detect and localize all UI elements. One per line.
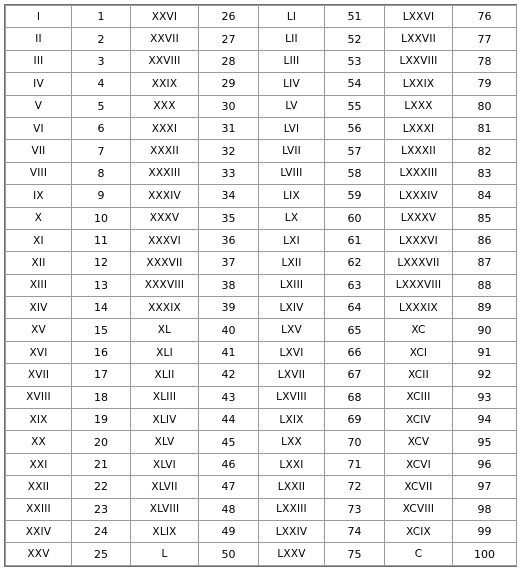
roman-numeral-cell: XXIX <box>131 73 199 95</box>
roman-numeral-cell: XXXIV <box>131 185 199 207</box>
arabic-number-cell: 72 <box>325 476 385 498</box>
arabic-number-cell: 73 <box>325 498 385 520</box>
table-row <box>6 476 517 498</box>
roman-numeral-cell: L <box>131 543 199 566</box>
table-row <box>6 274 517 296</box>
roman-numeral-cell: XII <box>6 252 72 274</box>
roman-numeral-cell: XXX <box>131 95 199 117</box>
arabic-number-cell: 32 <box>199 140 259 162</box>
roman-numeral-cell: XCI <box>385 341 453 363</box>
roman-numeral-cell: LVIII <box>259 162 325 184</box>
table-row <box>6 50 517 72</box>
table-row <box>6 117 517 139</box>
arabic-number-cell: 10 <box>72 207 131 229</box>
table-row <box>6 28 517 50</box>
roman-numeral-table-frame <box>4 4 517 567</box>
arabic-number-cell: 87 <box>453 252 517 274</box>
arabic-number-cell: 11 <box>72 229 131 251</box>
arabic-number-cell: 69 <box>325 409 385 431</box>
roman-numeral-cell: LXIII <box>259 274 325 296</box>
arabic-number-cell: 8 <box>72 162 131 184</box>
roman-numeral-cell: XXXV <box>131 207 199 229</box>
arabic-number-cell: 80 <box>453 95 517 117</box>
roman-numeral-cell: LXXIV <box>259 520 325 542</box>
arabic-number-cell: 94 <box>453 409 517 431</box>
roman-numeral-cell: VII <box>6 140 72 162</box>
arabic-number-cell: 12 <box>72 252 131 274</box>
roman-numeral-cell: XXIV <box>6 520 72 542</box>
arabic-number-cell: 18 <box>72 386 131 408</box>
roman-numeral-cell: LIV <box>259 73 325 95</box>
roman-numeral-cell: XC <box>385 319 453 341</box>
table-row <box>6 453 517 475</box>
roman-numeral-cell: XIV <box>6 297 72 319</box>
roman-numeral-cell: XI <box>6 229 72 251</box>
roman-numeral-cell: I <box>6 6 72 28</box>
arabic-number-cell: 47 <box>199 476 259 498</box>
roman-numeral-cell: LXI <box>259 229 325 251</box>
arabic-number-cell: 77 <box>453 28 517 50</box>
arabic-number-cell: 95 <box>453 431 517 453</box>
arabic-number-cell: 90 <box>453 319 517 341</box>
arabic-number-cell: 9 <box>72 185 131 207</box>
arabic-number-cell: 3 <box>72 50 131 72</box>
table-row <box>6 140 517 162</box>
roman-numeral-cell: LXXXVII <box>385 252 453 274</box>
table-row <box>6 297 517 319</box>
arabic-number-cell: 59 <box>325 185 385 207</box>
roman-numeral-cell: LII <box>259 28 325 50</box>
arabic-number-cell: 78 <box>453 50 517 72</box>
roman-numeral-cell: LXIX <box>259 409 325 431</box>
arabic-number-cell: 7 <box>72 140 131 162</box>
roman-numeral-cell: LXXXV <box>385 207 453 229</box>
roman-numeral-cell: II <box>6 28 72 50</box>
roman-numeral-cell: LXXI <box>259 453 325 475</box>
arabic-number-cell: 5 <box>72 95 131 117</box>
arabic-number-cell: 81 <box>453 117 517 139</box>
roman-numeral-cell: XLIII <box>131 386 199 408</box>
arabic-number-cell: 48 <box>199 498 259 520</box>
roman-numeral-cell: XCIII <box>385 386 453 408</box>
arabic-number-cell: 70 <box>325 431 385 453</box>
table-row <box>6 207 517 229</box>
table-row <box>6 73 517 95</box>
arabic-number-cell: 64 <box>325 297 385 319</box>
arabic-number-cell: 17 <box>72 364 131 386</box>
arabic-number-cell: 93 <box>453 386 517 408</box>
arabic-number-cell: 62 <box>325 252 385 274</box>
arabic-number-cell: 97 <box>453 476 517 498</box>
arabic-number-cell: 41 <box>199 341 259 363</box>
table-row <box>6 498 517 520</box>
arabic-number-cell: 60 <box>325 207 385 229</box>
arabic-number-cell: 6 <box>72 117 131 139</box>
arabic-number-cell: 99 <box>453 520 517 542</box>
arabic-number-cell: 45 <box>199 431 259 453</box>
roman-numeral-cell: XXVII <box>131 28 199 50</box>
arabic-number-cell: 84 <box>453 185 517 207</box>
arabic-number-cell: 52 <box>325 28 385 50</box>
roman-numeral-cell: XIX <box>6 409 72 431</box>
arabic-number-cell: 28 <box>199 50 259 72</box>
table-row <box>6 409 517 431</box>
roman-numeral-cell: XXI <box>6 453 72 475</box>
arabic-number-cell: 86 <box>453 229 517 251</box>
roman-numeral-cell: XXII <box>6 476 72 498</box>
arabic-number-cell: 23 <box>72 498 131 520</box>
arabic-number-cell: 98 <box>453 498 517 520</box>
roman-numeral-cell: XL <box>131 319 199 341</box>
arabic-number-cell: 13 <box>72 274 131 296</box>
roman-numeral-cell: XCII <box>385 364 453 386</box>
roman-numeral-cell: LXXXIV <box>385 185 453 207</box>
roman-numeral-cell: XX <box>6 431 72 453</box>
arabic-number-cell: 49 <box>199 520 259 542</box>
arabic-number-cell: 50 <box>199 543 259 566</box>
roman-numeral-cell: XLIV <box>131 409 199 431</box>
arabic-number-cell: 27 <box>199 28 259 50</box>
roman-numeral-cell: XCIX <box>385 520 453 542</box>
roman-numeral-cell: XXIII <box>6 498 72 520</box>
arabic-number-cell: 79 <box>453 73 517 95</box>
arabic-number-cell: 88 <box>453 274 517 296</box>
arabic-number-cell: 63 <box>325 274 385 296</box>
arabic-number-cell: 43 <box>199 386 259 408</box>
table-row <box>6 543 517 566</box>
arabic-number-cell: 33 <box>199 162 259 184</box>
roman-numeral-cell: LXXVIII <box>385 50 453 72</box>
roman-numeral-cell: LXXXVI <box>385 229 453 251</box>
roman-numeral-cell: LXXXVIII <box>385 274 453 296</box>
roman-numeral-cell: XCVI <box>385 453 453 475</box>
arabic-number-cell: 46 <box>199 453 259 475</box>
roman-numeral-cell: XCIV <box>385 409 453 431</box>
arabic-number-cell: 83 <box>453 162 517 184</box>
table-row <box>6 319 517 341</box>
arabic-number-cell: 61 <box>325 229 385 251</box>
roman-numeral-cell: XVI <box>6 341 72 363</box>
arabic-number-cell: 20 <box>72 431 131 453</box>
arabic-number-cell: 44 <box>199 409 259 431</box>
roman-numeral-cell: LXXXI <box>385 117 453 139</box>
roman-numeral-cell: XXXII <box>131 140 199 162</box>
roman-numeral-cell: LXX <box>259 431 325 453</box>
roman-numeral-cell: LIII <box>259 50 325 72</box>
roman-numeral-cell: XLVII <box>131 476 199 498</box>
roman-numeral-cell: XIII <box>6 274 72 296</box>
roman-numeral-cell: XLII <box>131 364 199 386</box>
roman-numeral-cell: X <box>6 207 72 229</box>
arabic-number-cell: 34 <box>199 185 259 207</box>
arabic-number-cell: 82 <box>453 140 517 162</box>
arabic-number-cell: 65 <box>325 319 385 341</box>
arabic-number-cell: 96 <box>453 453 517 475</box>
table-row <box>6 185 517 207</box>
arabic-number-cell: 15 <box>72 319 131 341</box>
arabic-number-cell: 58 <box>325 162 385 184</box>
arabic-number-cell: 1 <box>72 6 131 28</box>
arabic-number-cell: 100 <box>453 543 517 566</box>
arabic-number-cell: 91 <box>453 341 517 363</box>
roman-numeral-cell: VIII <box>6 162 72 184</box>
roman-numeral-cell: LXXII <box>259 476 325 498</box>
roman-numeral-cell: XXVI <box>131 6 199 28</box>
arabic-number-cell: 35 <box>199 207 259 229</box>
table-row <box>6 162 517 184</box>
roman-numeral-cell: XLV <box>131 431 199 453</box>
arabic-number-cell: 30 <box>199 95 259 117</box>
roman-numeral-cell: V <box>6 95 72 117</box>
arabic-number-cell: 92 <box>453 364 517 386</box>
roman-numeral-cell: XXVIII <box>131 50 199 72</box>
arabic-number-cell: 26 <box>199 6 259 28</box>
roman-numeral-cell: LV <box>259 95 325 117</box>
table-row <box>6 341 517 363</box>
roman-numeral-cell: LX <box>259 207 325 229</box>
table-row <box>6 6 517 28</box>
roman-numeral-cell: LXXXIII <box>385 162 453 184</box>
roman-numeral-cell: LXXVI <box>385 6 453 28</box>
roman-numeral-cell: LVI <box>259 117 325 139</box>
arabic-number-cell: 67 <box>325 364 385 386</box>
arabic-number-cell: 40 <box>199 319 259 341</box>
arabic-number-cell: 19 <box>72 409 131 431</box>
roman-numeral-cell: XLIX <box>131 520 199 542</box>
roman-numeral-cell: XXXIX <box>131 297 199 319</box>
arabic-number-cell: 57 <box>325 140 385 162</box>
arabic-number-cell: 37 <box>199 252 259 274</box>
arabic-number-cell: 75 <box>325 543 385 566</box>
roman-numeral-cell: XVII <box>6 364 72 386</box>
roman-numeral-cell: XCVIII <box>385 498 453 520</box>
roman-numeral-cell: LVII <box>259 140 325 162</box>
roman-numeral-cell: LXV <box>259 319 325 341</box>
table-row <box>6 386 517 408</box>
arabic-number-cell: 2 <box>72 28 131 50</box>
arabic-number-cell: 55 <box>325 95 385 117</box>
arabic-number-cell: 56 <box>325 117 385 139</box>
arabic-number-cell: 68 <box>325 386 385 408</box>
arabic-number-cell: 85 <box>453 207 517 229</box>
arabic-number-cell: 66 <box>325 341 385 363</box>
roman-numeral-cell: XXXIII <box>131 162 199 184</box>
roman-numeral-cell: LXXIX <box>385 73 453 95</box>
table-body <box>6 6 517 566</box>
table-row <box>6 431 517 453</box>
roman-numeral-cell: LXXX <box>385 95 453 117</box>
arabic-number-cell: 25 <box>72 543 131 566</box>
roman-numeral-cell: C <box>385 543 453 566</box>
arabic-number-cell: 14 <box>72 297 131 319</box>
roman-numeral-cell: XXXI <box>131 117 199 139</box>
table-row <box>6 520 517 542</box>
roman-numeral-cell: LI <box>259 6 325 28</box>
arabic-number-cell: 24 <box>72 520 131 542</box>
arabic-number-cell: 29 <box>199 73 259 95</box>
arabic-number-cell: 31 <box>199 117 259 139</box>
arabic-number-cell: 4 <box>72 73 131 95</box>
roman-numeral-cell: XXV <box>6 543 72 566</box>
arabic-number-cell: 36 <box>199 229 259 251</box>
table-row <box>6 229 517 251</box>
roman-numeral-cell: LXIV <box>259 297 325 319</box>
roman-numeral-cell: XV <box>6 319 72 341</box>
arabic-number-cell: 16 <box>72 341 131 363</box>
arabic-number-cell: 21 <box>72 453 131 475</box>
roman-numeral-cell: LXXIII <box>259 498 325 520</box>
roman-numeral-cell: XXXVI <box>131 229 199 251</box>
roman-numeral-cell: XLVI <box>131 453 199 475</box>
roman-numeral-cell: IV <box>6 73 72 95</box>
arabic-number-cell: 89 <box>453 297 517 319</box>
roman-numeral-cell: XCV <box>385 431 453 453</box>
roman-numeral-cell: LXXV <box>259 543 325 566</box>
roman-numeral-cell: LXXXII <box>385 140 453 162</box>
roman-numeral-cell: XXXVIII <box>131 274 199 296</box>
arabic-number-cell: 76 <box>453 6 517 28</box>
arabic-number-cell: 71 <box>325 453 385 475</box>
arabic-number-cell: 42 <box>199 364 259 386</box>
roman-numeral-cell: VI <box>6 117 72 139</box>
roman-numeral-cell: LXVI <box>259 341 325 363</box>
roman-numeral-cell: IX <box>6 185 72 207</box>
arabic-number-cell: 22 <box>72 476 131 498</box>
arabic-number-cell: 51 <box>325 6 385 28</box>
arabic-number-cell: 53 <box>325 50 385 72</box>
roman-numeral-cell: III <box>6 50 72 72</box>
arabic-number-cell: 54 <box>325 73 385 95</box>
arabic-number-cell: 38 <box>199 274 259 296</box>
roman-numeral-cell: XCVII <box>385 476 453 498</box>
table-row <box>6 95 517 117</box>
roman-numeral-cell: XVIII <box>6 386 72 408</box>
roman-numeral-cell: LXII <box>259 252 325 274</box>
roman-numeral-cell: LXXXIX <box>385 297 453 319</box>
arabic-number-cell: 39 <box>199 297 259 319</box>
table-row <box>6 252 517 274</box>
roman-numeral-cell: XXXVII <box>131 252 199 274</box>
roman-numeral-cell: LXVII <box>259 364 325 386</box>
roman-numeral-cell: XLVIII <box>131 498 199 520</box>
roman-numeral-cell: LXXVII <box>385 28 453 50</box>
table-row <box>6 364 517 386</box>
roman-numeral-table <box>5 5 517 566</box>
roman-numeral-cell: LXVIII <box>259 386 325 408</box>
roman-numeral-cell: XLI <box>131 341 199 363</box>
arabic-number-cell: 74 <box>325 520 385 542</box>
roman-numeral-cell: LIX <box>259 185 325 207</box>
